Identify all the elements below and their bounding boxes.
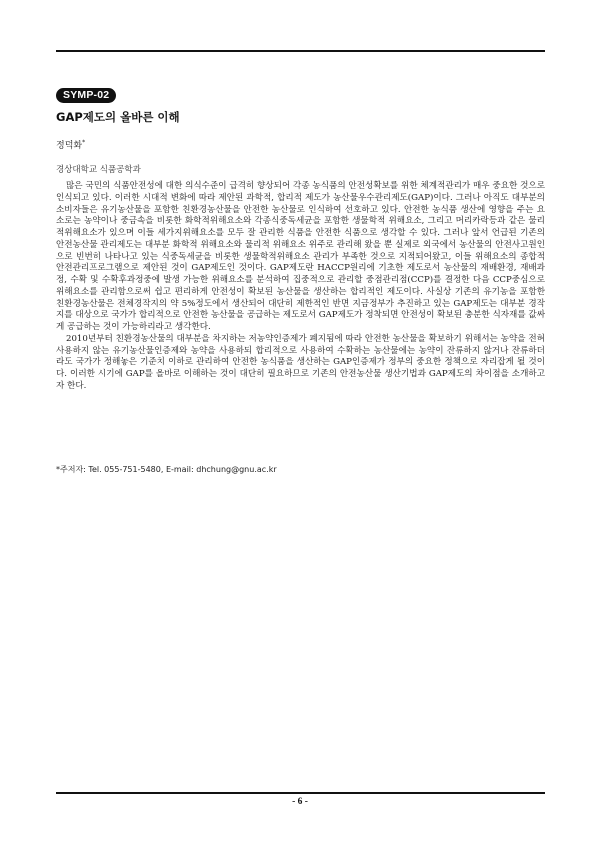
paper-title: GAP제도의 올바른 이해 [56,110,180,124]
author-line [56,138,85,151]
author-mark: * [82,139,86,146]
abstract-paragraph-1: 많은 국민의 식품안전성에 대한 의식수준이 급격히 향상되어 각종 농식품의 안전성확보를 위한 체계적관리가 매우 중요한 것으로 인식되고 있다. 이러한 시대적 변화에 따라 제안된 과학적, 합리적 제도가 농산물우수관리제도(GAP)이다. 그러나 아직도 대부분의 소비자들은 유기농산물을 포함한 친환경농산물을 안전한 농산물로 인식하여 선호하고 있다. 안전한 농식품 생산에 영향을 주는 요소로는 농약이나 중금속을 비롯한 화학적위해요소와 각종식중독세균을 포함한 생물학적 위해요소, 그리고 머리카락등과 같은 물리적위해요소가 있으며 이들 세가지위해요소를 모두 잘 관리한 식품을 안전한 식품으로 생각할 수 있다. 그러나 앞서 언급된 기존의 안전농산물 관리제도는 대부분 화학적 위해요소와 물리적 위해요소 위주로 관리해 왔을 뿐 실제로 외국에서 농산물의 안전사고원인으로 빈번히 나타나고 있는 식중독세균을 비롯한 생물학적위해요소 관리가 부족한 것으로 지적되어왔고, 이들 위해요소의 종합적 안전관리프로그램으로 제안된 것이 GAP제도인 것이다. GAP제도란 HACCP원리에 기초한 제도로서 농산물의 재배환경, 재배과정, 수확 및 수확후과정중에 발생 가능한 위해요소를 분석하여 집중적으로 관리할 중점관리점(CCP)를 결정한 다음 CCP중심으로 위해요소를 관리함으로써 쉽고 편리하게 안전성이 확보된 농산물을 생산하는 합리적인 제도이다. 사실상 기존의 유기농을 포함한 친환경농산물은 전체경작지의 약 5%정도에서 생산되어 대단히 제한적인 반면 지금정부가 추진하고 있는 GAP제도는 대부분 경작지를 대상으로 국가가 합리적으로 안전한 농산물을 공급하는 제도로서 GAP제도가 정착되면 안전성이 확보된 충분한 식자재를 값싸게 공급하는 것이 가능하리라고 생각한다. [56,181,545,332]
corresponding-author-footnote: *주저자: Tel. 055-751-5480, E-mail: dhchung@gnu.ac.kr [56,465,277,474]
footer-rule [56,792,545,794]
author-name: 정덕화 [56,141,83,151]
header-rule [56,50,545,52]
abstract-body [56,181,545,393]
section-badge: SYMP-02 [56,88,116,103]
abstract-paragraph-2: 2010년부터 친환경농산물의 대부분을 차지하는 저농약인증제가 폐지됨에 따라 안전한 농산물을 확보하기 위해서는 농약을 전혀사용하지 않는 유기농산물인증제와 농약을 사용하되 합리적으로 사용하여 수확하는 농산물에는 농약이 잔류하지 않거나 잔류하더라도 국가가 정해놓은 기준치 이하로 관리하여 안전한 농식품을 생산하는 GAP인증제가 정부의 중요한 정책으로 자리잡게 될 것이다. 이러한 시기에 GAP를 올바로 이해하는 것이 대단히 필요하므로 기존의 안전농산물 생산기법과 GAP제도의 차이점을 소개하고자 한다. [56,333,545,391]
page-number: - 6 - [292,797,308,807]
affiliation: 경상대학교 식품공학과 [56,165,141,175]
